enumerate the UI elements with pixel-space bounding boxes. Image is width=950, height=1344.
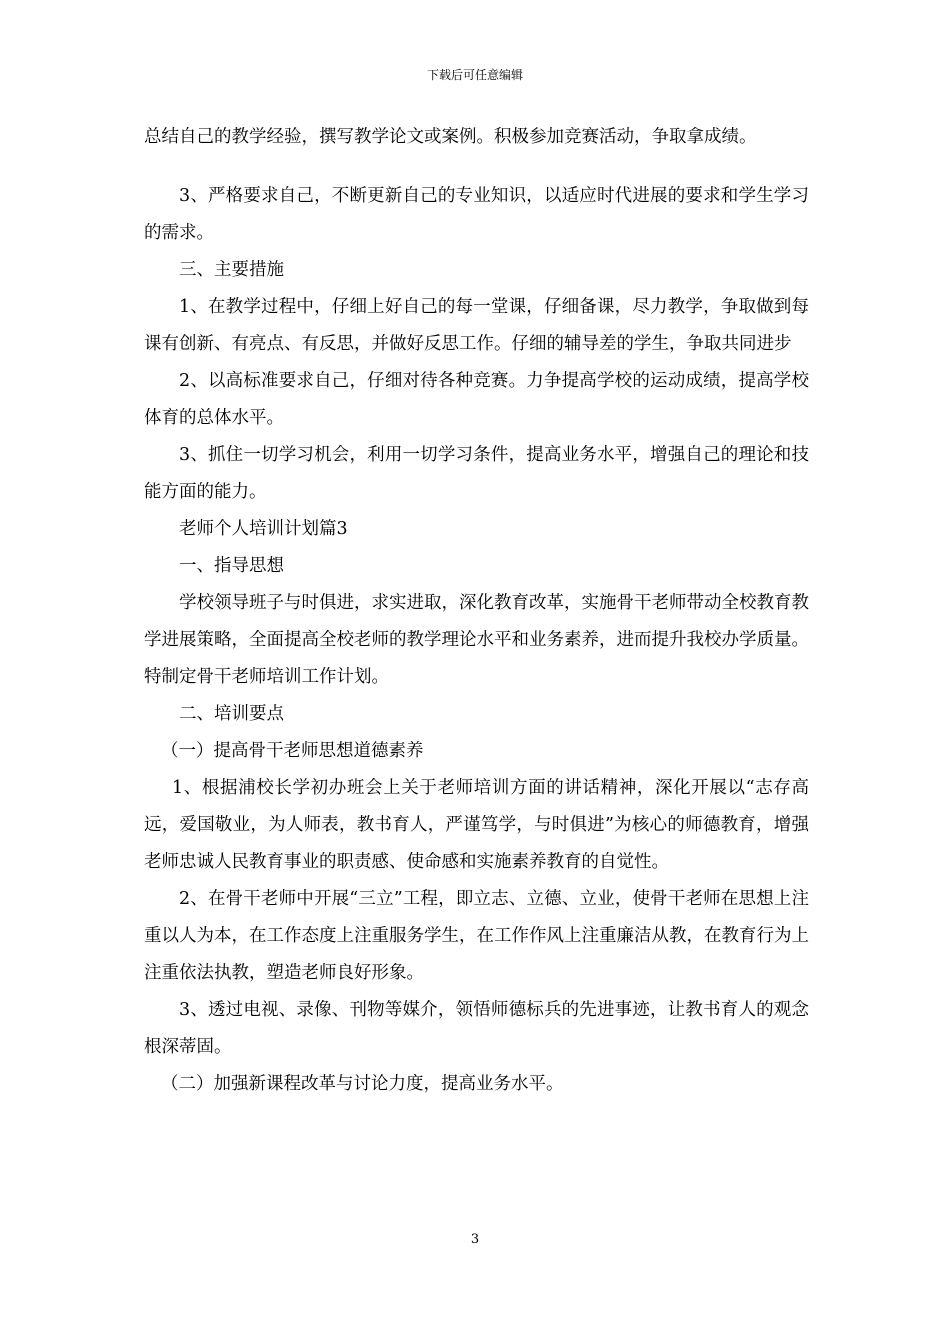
page-number: 3 (470, 1232, 480, 1247)
page-header-note: 下载后可任意编辑 (426, 68, 523, 82)
paragraph-ethics-1: 1、根据浦校长学初办班会上关于老师培训方面的讲话精神，深化开展以“志存高远，爱国敬业，为人师表，教书育人，严谨笃学，与时俱进”为核心的师德教育，增强老师忠诚人民教育事业的职责感、使命感和实施素养教育的自觉性。 (144, 778, 809, 872)
subsection-heading-ethics: （一）提高骨干老师思想道德素养 (161, 741, 424, 761)
article-title: 老师个人培训计划篇3 (179, 519, 348, 539)
subsection-heading-curriculum-reform: （二）加强新课程改革与讨论力度，提高业务水平。 (161, 1074, 564, 1094)
document-body (144, 119, 809, 1103)
section-heading-training-points: 二、培训要点 (179, 704, 284, 724)
paragraph-ethics-3: 3、透过电视、录像、刊物等媒介，领悟师德标兵的先进事迹，让教书育人的观念根深蒂固。 (144, 1000, 809, 1057)
paragraph-measure-1: 1、在教学过程中，仔细上好自己的每一堂课，仔细备课，尽力教学，争取做到每课有创新、有亮点、有反思，并做好反思工作。仔细的辅导差的学生，争取共同进步 (144, 297, 809, 354)
paragraph-measure-3: 3、抓住一切学习机会，利用一切学习条件，提高业务水平，增强自己的理论和技能方面的能力。 (144, 445, 809, 502)
paragraph-requirement-3: 3、严格要求自己，不断更新自己的专业知识，以适应时代进展的要求和学生学习的需求。 (144, 186, 809, 243)
paragraph-ethics-2: 2、在骨干老师中开展“三立”工程，即立志、立德、立业，使骨干老师在思想上注重以人为本，在工作态度上注重服务学生，在工作作风上注重廉洁从教，在教育行为上注重依法执教，塑造老师良好形象。 (144, 889, 809, 983)
paragraph-guiding-thought: 学校领导班子与时俱进，求实进取，深化教育改革，实施骨干老师带动全校教育教学进展策略，全面提高全校老师的教学理论水平和业务素养，进而提升我校办学质量。特制定骨干老师培训工作计划。 (144, 593, 809, 687)
paragraph-continuation: 总结自己的教学经验，撰写教学论文或案例。积极参加竞赛活动，争取拿成绩。 (144, 127, 757, 147)
paragraph-measure-2: 2、以高标准要求自己，仔细对待各种竞赛。力争提高学校的运动成绩，提高学校体育的总体水平。 (144, 371, 809, 428)
section-heading-measures: 三、主要措施 (179, 260, 284, 280)
section-heading-guiding-thought: 一、指导思想 (179, 556, 284, 576)
